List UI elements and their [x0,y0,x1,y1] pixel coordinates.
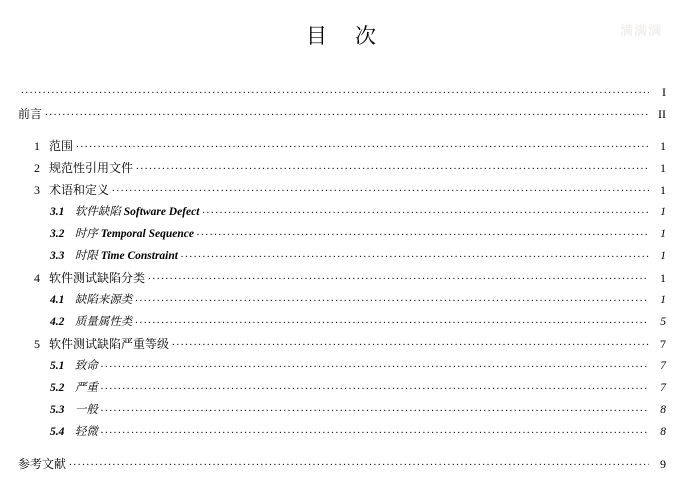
toc-entry[interactable] [18,196,666,218]
toc-entry[interactable] [18,306,666,328]
toc-leader-dots [136,161,649,173]
toc-leader-dots [172,337,649,349]
toc-entry-text: 质量属性类 [74,315,133,328]
toc-entry[interactable] [18,350,666,372]
toc-leader-dots [197,227,649,239]
toc-entry-label [18,458,68,470]
toc-entry-number: 4.2 [50,315,65,328]
toc-entry-page-number: 5 [660,315,666,328]
toc-entry[interactable] [18,448,666,470]
toc-leader-dots [45,107,649,119]
toc-leader-dots [101,359,649,371]
toc-entry-label [50,383,100,395]
toc-entry-label [50,207,201,219]
toc-entry-page-number: 1 [660,293,666,306]
toc-entry-text: 软件测试缺陷分类 [49,271,146,285]
document-page [0,20,684,491]
toc-entry[interactable] [18,130,666,152]
table-of-contents [18,76,666,470]
toc-entry-label [34,162,135,174]
toc-entry[interactable] [18,152,666,174]
toc-leader-dots [101,403,649,415]
toc-entry-page-number: 1 [660,271,666,285]
toc-entry-text-en: Temporal Sequence [100,227,194,240]
toc-entry[interactable] [18,416,666,438]
toc-entry-text: 规范性引用文件 [49,161,134,175]
watermark: 满满满 [619,23,662,38]
toc-entry-page-number: 8 [660,403,666,416]
toc-entry-label [50,361,100,373]
toc-spacer [18,120,666,130]
toc-entry-text-en: Time Constraint [100,249,178,262]
toc-leader-dots [69,457,649,469]
toc-entry-text-en: Software Defect [123,205,200,218]
toc-entry-page-number: 1 [660,227,666,240]
toc-entry-text: 缺陷来源类 [74,293,133,306]
toc-entry[interactable] [18,262,666,284]
toc-leader-dots [76,139,649,151]
toc-entry-text: 软件测试缺陷严重等级 [49,337,170,351]
toc-entry-label [50,317,134,329]
toc-entry-number: 3 [34,183,40,197]
toc-entry-number: 4 [34,271,40,285]
toc-entry[interactable] [18,372,666,394]
toc-entry-label [34,272,147,284]
toc-entry[interactable] [18,394,666,416]
toc-entry-label [50,251,180,263]
toc-entry[interactable] [18,174,666,196]
toc-entry-number: 4.1 [50,293,65,306]
toc-entry-label [34,184,111,196]
toc-leader-dots [181,249,649,261]
toc-entry[interactable] [18,284,666,306]
toc-entry-page-number: 1 [660,205,666,218]
toc-entry[interactable] [18,98,666,120]
toc-entry-number: 1 [34,139,40,153]
toc-leader-dots [21,85,649,97]
toc-entry-page-number: II [658,107,666,121]
toc-entry-text: 严重 [74,381,98,394]
toc-entry-label [50,229,196,241]
toc-entry-label [50,295,134,307]
toc-entry-number: 5.3 [50,403,65,416]
toc-entry-page-number: 7 [660,359,666,372]
toc-entry-number: 5.1 [50,359,65,372]
toc-entry-number: 3.1 [50,205,65,218]
toc-entry-text: 参考文献 [18,457,67,471]
toc-entry-text: 致命 [74,359,98,372]
toc-entry-label [34,338,171,350]
toc-leader-dots [112,183,649,195]
toc-entry-number: 3.3 [50,249,65,262]
toc-entry[interactable] [18,240,666,262]
toc-entry-label [50,405,100,417]
toc-entry[interactable] [18,76,666,98]
toc-entry-page-number: 7 [660,381,666,394]
toc-entry-text: 前言 [18,107,43,121]
toc-leader-dots [135,315,649,327]
toc-leader-dots [202,205,649,217]
toc-entry-page-number: 1 [660,139,666,153]
toc-entry-text: 范围 [49,139,74,153]
toc-spacer [18,438,666,448]
toc-entry-number: 3.2 [50,227,65,240]
toc-leader-dots [135,293,649,305]
toc-entry-page-number: 8 [660,425,666,438]
toc-leader-dots [101,425,649,437]
toc-leader-dots [148,271,649,283]
toc-entry-page-number: 1 [660,183,666,197]
toc-entry-page-number: 1 [660,249,666,262]
toc-entry-text: 术语和定义 [49,183,110,197]
toc-entry-text: 时限 [74,249,98,262]
toc-entry-label [18,108,44,120]
toc-entry-text: 时序 [74,227,98,240]
toc-entry-number: 2 [34,161,40,175]
toc-entry-number: 5 [34,337,40,351]
toc-entry-page-number: I [662,85,666,99]
page-title [18,20,666,50]
toc-entry-label [50,427,100,439]
toc-entry[interactable] [18,328,666,350]
toc-entry-page-number: 1 [660,161,666,175]
toc-entry-text: 轻微 [74,425,98,438]
toc-entry-label [34,140,75,152]
toc-entry-text: 软件缺陷 [74,205,121,218]
toc-leader-dots [101,381,649,393]
toc-entry-text: 一般 [74,403,98,416]
page-title-left: 目 [306,24,329,48]
toc-entry-number: 5.2 [50,381,65,394]
toc-entry-number: 5.4 [50,425,65,438]
toc-entry[interactable] [18,218,666,240]
toc-entry-page-number: 7 [660,337,666,351]
toc-entry-page-number: 9 [660,457,666,471]
page-title-right: 次 [355,24,378,48]
